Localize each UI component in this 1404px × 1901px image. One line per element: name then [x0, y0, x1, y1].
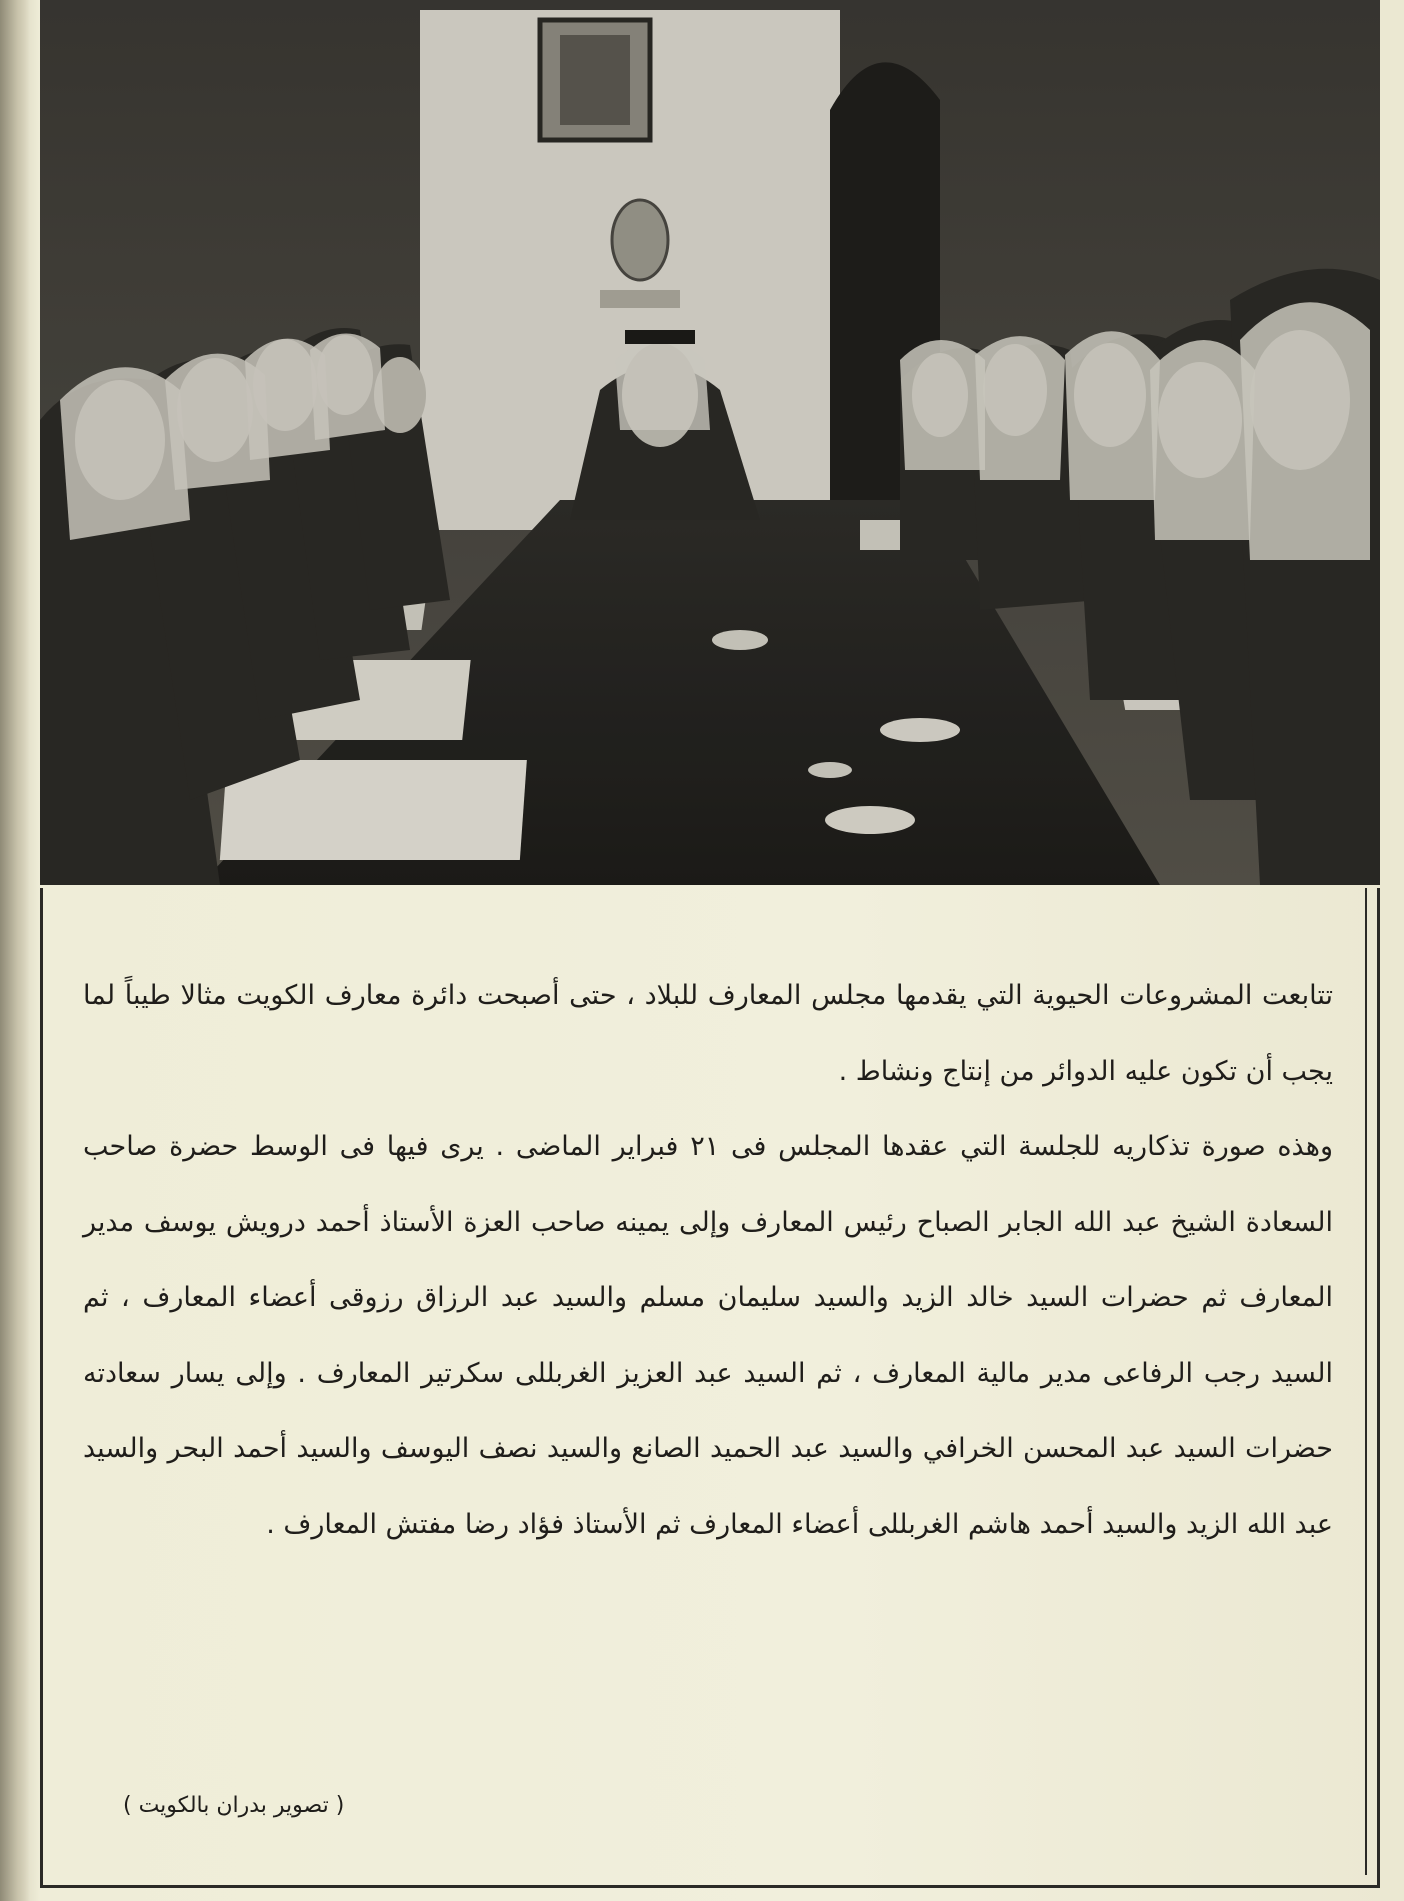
- meeting-photograph: [40, 0, 1380, 885]
- caption-text: [83, 958, 1333, 1562]
- photo-illustration: [40, 0, 1380, 885]
- photo-credit: ( تصوير بدران بالكويت ): [123, 1793, 345, 1818]
- caption-paragraph-1: تتابعت المشروعات الحيوية التي يقدمها مجلس المعارف للبلاد ، حتى أصبحت دائرة معارف الكويت مثالا طيباً لما يجب أن تكون عليه الدوائر من إنتاج ونشاط .: [83, 980, 1333, 1087]
- caption-paragraph-2: وهذه صورة تذكاريه للجلسة التي عقدها المجلس فى ٢١ فبراير الماضى . يرى فيها فى الوسط حضرة صاحب السعادة الشيخ عبد الله الجابر الصباح رئيس المعارف وإلى يمينه صاحب العزة الأستاذ أحمد درويش يوسف مدير المعارف ثم حضرات السيد خالد الزيد والسيد سليمان مسلم والسيد عبد الرزاق رزوقى أعضاء المعارف ، ثم السيد رجب الرفاعى مدير مالية المعارف ، ثم السيد عبد العزيز الغربللى سكرتير المعارف . وإلى يسار سعادته حضرات السيد عبد المحسن الخرافي والسيد عبد الحميد الصانع والسيد نصف اليوسف والسيد أحمد البحر والسيد عبد الله الزيد والسيد أحمد هاشم الغربللى أعضاء المعارف ثم الأستاذ فؤاد رضا مفتش المعارف .: [83, 1131, 1333, 1540]
- caption-frame: [40, 888, 1380, 1888]
- page-binding-shadow: [0, 0, 30, 1901]
